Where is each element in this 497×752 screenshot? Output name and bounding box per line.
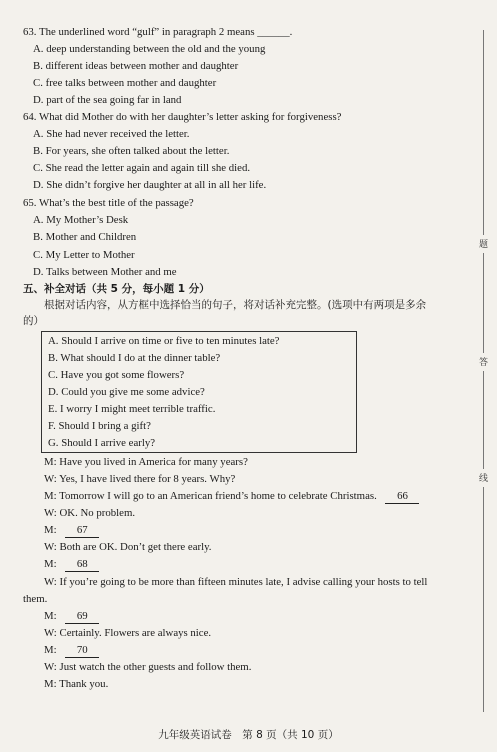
q65-option-d: D. Talks between Mother and me (33, 266, 177, 278)
speaker-label: M: (44, 610, 57, 622)
q65-option-a: A. My Mother’s Desk (33, 214, 129, 226)
page-footer: 九年级英语试卷 第 8 页（共 10 页） (158, 729, 339, 741)
margin-char: 答 (479, 358, 489, 368)
section-heading: 五、补全对话（共 5 分，每小题 1 分） (23, 283, 210, 295)
speaker-label: M: (44, 524, 57, 536)
options-box (41, 331, 357, 453)
speaker-label: M: (44, 644, 57, 656)
option-b: B. What should I do at the dinner table? (48, 352, 221, 364)
margin-line (483, 487, 484, 712)
dialogue-text: M: Tomorrow I will go to an American friend’s home to celebrate Christmas. (44, 490, 377, 502)
margin-char: 题 (479, 240, 489, 250)
option-f: F. Should I bring a gift? (48, 420, 151, 432)
q64-option-c: C. She read the letter again and again till she died. (33, 162, 251, 174)
q63-option-b: B. different ideas between mother and daughter (33, 60, 239, 72)
q65-option-b: B. Mother and Children (33, 231, 137, 243)
q63-option-c: C. free talks between mother and daughter (33, 77, 217, 89)
option-g: G. Should I arrive early? (48, 437, 156, 449)
blank-67[interactable]: 67 (65, 523, 99, 538)
q64-option-d: D. She didn’t forgive her daughter at all in all her life. (33, 179, 267, 191)
margin-char: 线 (479, 474, 489, 484)
margin-line (483, 371, 484, 469)
dialogue-line: W: Certainly. Flowers are always nice. (44, 627, 212, 639)
q63-option-a: A. deep understanding between the old and the young (33, 43, 266, 55)
blank-66[interactable]: 66 (385, 489, 419, 504)
q65-stem: 65. What’s the best title of the passage? (23, 197, 194, 209)
option-e: E. I worry I might meet terrible traffic. (48, 403, 216, 415)
dialogue-line: W: If you’re going to be more than fifteen minutes late, I advise calling your hosts to tell (44, 576, 428, 588)
dialogue-line-68 (44, 557, 99, 572)
section-instruction-cont: 的） (23, 315, 44, 327)
dialogue-line: W: Both are OK. Don’t get there early. (44, 541, 212, 553)
blank-70[interactable]: 70 (65, 643, 99, 658)
dialogue-line-66 (44, 489, 419, 504)
dialogue-line-cont: them. (23, 593, 48, 605)
q65-option-c: C. My Letter to Mother (33, 249, 135, 261)
q64-option-a: A. She had never received the letter. (33, 128, 190, 140)
dialogue-line: M: Have you lived in America for many years? (44, 456, 248, 468)
option-d: D. Could you give me some advice? (48, 386, 205, 398)
q63-stem: 63. The underlined word “gulf” in paragraph 2 means ______. (23, 26, 293, 38)
option-a: A. Should I arrive on time or five to ten minutes late? (48, 335, 280, 347)
speaker-label: M: (44, 558, 57, 570)
dialogue-line-69 (44, 609, 99, 624)
section-instruction: 根据对话内容，从方框中选择恰当的句子，将对话补充完整。(选项中有两项是多余 (44, 299, 427, 311)
q64-option-b: B. For years, she often talked about the letter. (33, 145, 230, 157)
blank-69[interactable]: 69 (65, 609, 99, 624)
margin-line (483, 253, 484, 353)
q63-option-d: D. part of the sea going far in land (33, 94, 182, 106)
dialogue-line-70 (44, 643, 99, 658)
dialogue-line: W: Just watch the other guests and follow them. (44, 661, 252, 673)
dialogue-line: M: Thank you. (44, 678, 109, 690)
blank-68[interactable]: 68 (65, 557, 99, 572)
margin-line (483, 30, 484, 235)
dialogue-line-67 (44, 523, 99, 538)
q64-stem: 64. What did Mother do with her daughter’s letter asking for forgiveness? (23, 111, 342, 123)
dialogue-line: W: Yes, I have lived there for 8 years. Why? (44, 473, 236, 485)
dialogue-line: W: OK. No problem. (44, 507, 136, 519)
option-c: C. Have you got some flowers? (48, 369, 185, 381)
